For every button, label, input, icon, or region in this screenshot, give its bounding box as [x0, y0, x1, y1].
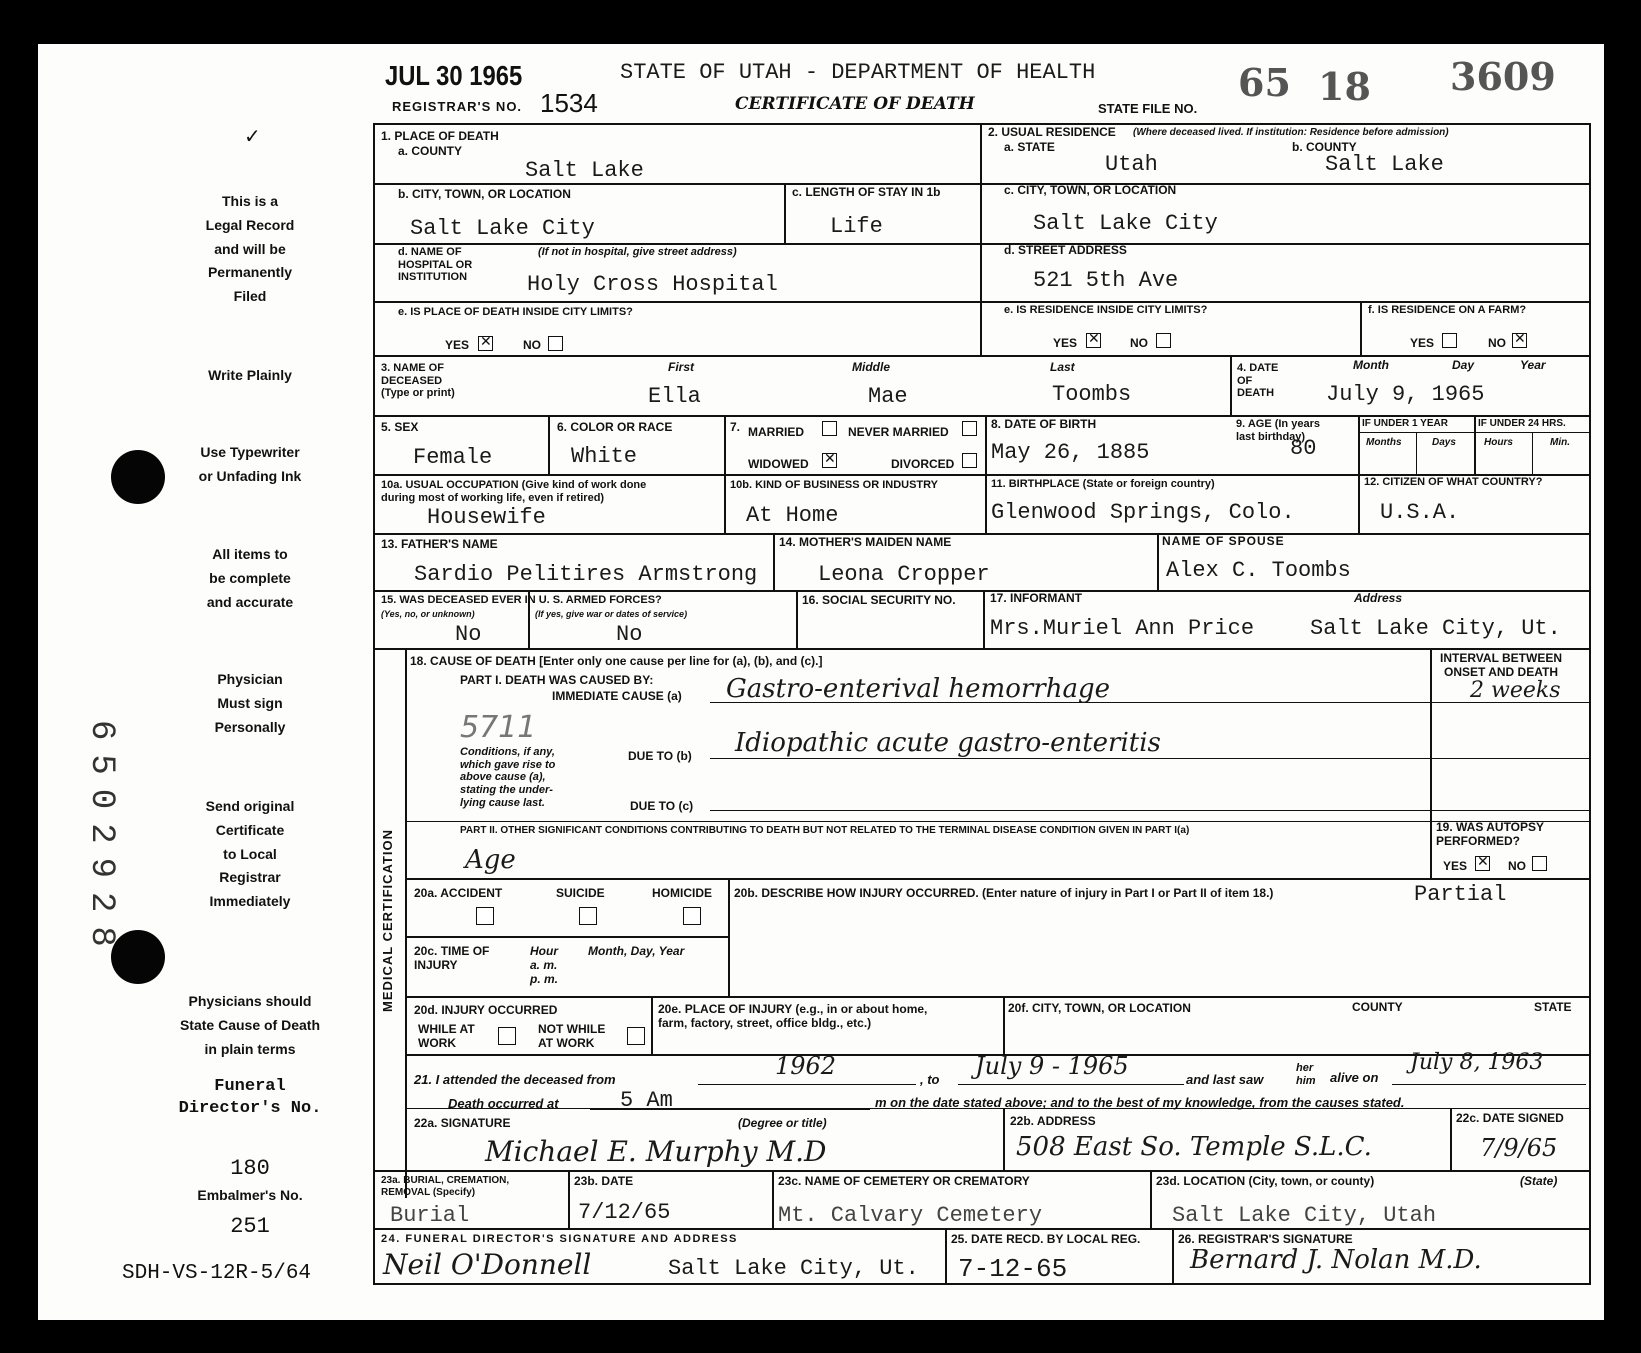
label-funeral-director: 24. FUNERAL DIRECTOR'S SIGNATURE AND ADDRESS [381, 1233, 738, 1245]
middle-name-value: Mae [868, 384, 908, 409]
yes-label: YES [1443, 859, 1468, 873]
label-mdy: Month, Day, Year [588, 944, 685, 958]
label-location: 23d. LOCATION (City, town, or county) [1156, 1174, 1375, 1188]
part2-value: Age [465, 845, 516, 875]
funeral-director-number: 180 [230, 1156, 270, 1181]
armed-value: No [455, 622, 482, 647]
citizen-value: U.S.A. [1380, 500, 1460, 525]
no-label: NO [1130, 336, 1148, 350]
label-state-paren: (State) [1520, 1174, 1558, 1188]
physician-note: Physician Must sign Personally [214, 671, 286, 735]
medical-certification-label: MEDICAL CERTIFICATION [380, 828, 395, 1012]
war-value: No [616, 622, 643, 647]
label-while-work: WHILE AT WORK [418, 1022, 475, 1050]
label-burial: 23a. BURIAL, CREMATION, REMOVAL (Specify) [381, 1175, 510, 1198]
burial-value: Burial [390, 1203, 470, 1228]
certificate-title: CERTIFICATE OF DEATH [735, 94, 975, 114]
label-to: , to [920, 1072, 940, 1087]
label-war-note: (If yes, give war or dates of service) [535, 609, 688, 619]
label-attended: 21. I attended the deceased from [414, 1072, 616, 1087]
label-name-deceased: 3. NAME OF DECEASED (Type or print) [381, 362, 455, 400]
label-hour: Hour a. m. p. m. [530, 944, 559, 986]
label-birthplace: 11. BIRTHPLACE (State or foreign country) [991, 478, 1215, 490]
accident-checkbox[interactable] [476, 907, 494, 925]
label-autopsy: 19. WAS AUTOPSY PERFORMED? [1436, 820, 1545, 848]
divorced-checkbox[interactable] [962, 453, 977, 468]
interval-value: 2 weeks [1470, 678, 1561, 703]
married-label: MARRIED [748, 425, 804, 439]
occupation-value: Housewife [427, 505, 546, 530]
label-last-saw: and last saw [1186, 1072, 1264, 1087]
physician-signature: Michael E. Murphy M.D [485, 1135, 827, 1168]
label-registrar-signature: 26. REGISTRAR'S SIGNATURE [1178, 1232, 1353, 1246]
label-spouse: NAME OF SPOUSE [1162, 534, 1285, 548]
no-label: NO [1488, 336, 1506, 350]
label-father: 13. FATHER'S NAME [381, 537, 498, 551]
label-place-injury: 20e. PLACE OF INJURY (e.g., in or about home, farm, factory, street, office bldg., etc.) [658, 1002, 928, 1030]
label-months: Months [1366, 437, 1402, 448]
file-number-a: 65 [1238, 60, 1291, 105]
write-plainly-note: Write Plainly [208, 367, 292, 383]
label-alive-on: alive on [1330, 1070, 1379, 1085]
never-married-label: NEVER MARRIED [848, 425, 949, 439]
label-ssn: 16. SOCIAL SECURITY NO. [802, 593, 956, 607]
label-due-b: DUE TO (b) [628, 749, 692, 763]
label-length-stay: c. LENGTH OF STAY IN 1b [792, 185, 941, 199]
label-place-of-death: 1. PLACE OF DEATH [381, 129, 499, 143]
label-business: 10b. KIND OF BUSINESS OR INDUSTRY [730, 479, 939, 491]
label-death-occurred: Death occurred at [448, 1096, 559, 1111]
married-checkbox[interactable] [822, 421, 837, 436]
farm-no-checkbox[interactable] [1512, 333, 1527, 348]
label-race: 6. COLOR OR RACE [557, 420, 673, 434]
inside-city-yes-checkbox[interactable] [478, 336, 493, 351]
label-cause-death: 18. CAUSE OF DEATH [Enter only one cause per line for (a), (b), and (c).] [410, 654, 823, 668]
disease-code: 5711 [460, 710, 537, 745]
label-injury-state: STATE [1534, 1000, 1572, 1014]
label-degree: (Degree or title) [738, 1116, 827, 1130]
label-marital: 7. [730, 420, 741, 434]
not-work-checkbox[interactable] [627, 1027, 645, 1045]
label-usual-residence: 2. USUAL RESIDENCE [988, 125, 1116, 139]
last-name-value: Toombs [1052, 382, 1132, 407]
form-number: SDH-VS-12R-5/64 [122, 1262, 312, 1285]
farm-yes-checkbox[interactable] [1442, 333, 1457, 348]
label-under-1: IF UNDER 1 YEAR [1362, 418, 1448, 429]
complete-note: All items to be complete and accurate [206, 546, 294, 610]
first-name-value: Ella [648, 384, 701, 409]
informant-address-value: Salt Lake City, Ut. [1310, 616, 1561, 641]
label-injury-occurred: 20d. INJURY OCCURRED [414, 1003, 558, 1017]
label-hospital-note: (If not in hospital, give street address) [538, 246, 737, 258]
label-stated: m on the date stated above; and to the best of my knowledge, from the causes stated. [875, 1095, 1405, 1110]
file-number-b: 18 [1318, 64, 1371, 109]
label-age: 9. AGE (In years last birthday) [1236, 418, 1320, 443]
alive-on-value: July 8, 1963 [1410, 1050, 1544, 1075]
business-value: At Home [746, 503, 839, 528]
label-armed-forces: 15. WAS DECEASED EVER IN U. S. ARMED FORCES? [381, 594, 662, 606]
label-farm: f. IS RESIDENCE ON A FARM? [1368, 304, 1527, 316]
widowed-label: WIDOWED [748, 457, 809, 471]
res-county-value: Salt Lake [1325, 152, 1444, 177]
never-married-checkbox[interactable] [962, 421, 977, 436]
label-mother: 14. MOTHER'S MAIDEN NAME [779, 535, 952, 549]
label-county: a. COUNTY [398, 144, 463, 158]
autopsy-no-checkbox[interactable] [1532, 856, 1547, 871]
autopsy-yes-checkbox[interactable] [1475, 856, 1490, 871]
death-city-value: Salt Lake City [410, 216, 595, 241]
label-street: d. STREET ADDRESS [1004, 243, 1127, 257]
label-injury-county: COUNTY [1352, 1000, 1403, 1014]
mother-value: Leona Cropper [818, 562, 990, 587]
label-date-death: 4. DATE OF DEATH [1237, 362, 1279, 400]
race-value: White [571, 444, 638, 469]
spouse-value: Alex C. Toombs [1166, 558, 1351, 583]
no-label: NO [523, 338, 541, 352]
embalmer-number: 251 [230, 1214, 270, 1239]
label-signature: 22a. SIGNATURE [414, 1116, 511, 1130]
label-inside-city: e. IS PLACE OF DEATH INSIDE CITY LIMITS? [398, 306, 633, 318]
yes-label: YES [445, 338, 470, 352]
label-part1: PART I. DEATH WAS CAUSED BY: [460, 673, 654, 687]
registrar-label: REGISTRAR'S NO. [392, 99, 523, 114]
label-residence-note: (Where deceased lived. If institution: Residence before admission) [1133, 127, 1449, 138]
funeral-director-signature: Neil O'Donnell [383, 1248, 592, 1281]
label-interval: INTERVAL BETWEEN ONSET AND DEATH [1440, 651, 1563, 679]
death-date-value: July 9, 1965 [1326, 382, 1485, 407]
state-file-label: STATE FILE NO. [1098, 101, 1198, 116]
label-due-c: DUE TO (c) [630, 799, 694, 813]
injury-how-value: Partial [1414, 882, 1507, 907]
divorced-label: DIVORCED [891, 457, 955, 471]
vertical-serial-number: 6502928 [82, 720, 120, 961]
hospital-value: Holy Cross Hospital [527, 272, 778, 297]
death-time-value: 5 Am [620, 1088, 673, 1113]
funeral-director-address: Salt Lake City, Ut. [668, 1256, 919, 1281]
cause-a-value: Gastro-enterival hemorrhage [726, 674, 1110, 704]
label-suicide: SUICIDE [556, 886, 605, 900]
label-informant-address: Address [1354, 591, 1403, 605]
registrar-signature: Bernard J. Nolan M.D. [1190, 1245, 1482, 1275]
label-burial-date: 23b. DATE [574, 1174, 634, 1188]
suicide-checkbox[interactable] [579, 907, 597, 925]
label-injury-how: 20b. DESCRIBE HOW INJURY OCCURRED. (Enter nature of injury in Part I or Part II of item 18.) [734, 886, 1274, 900]
date-signed-value: 7/9/65 [1480, 1134, 1558, 1162]
label-hours: Hours [1484, 437, 1513, 448]
typewriter-note: Use Typewriter or Unfading Ink [198, 444, 302, 484]
label-res-county: b. COUNTY [1292, 140, 1357, 154]
send-original-note: Send original Certificate to Local Registrar Immediately [205, 798, 295, 910]
label-not-work: NOT WHILE AT WORK [538, 1022, 606, 1050]
label-citizen: 12. CITIZEN OF WHAT COUNTRY? [1364, 476, 1543, 488]
yes-label: YES [1053, 336, 1078, 350]
label-homicide: HOMICIDE [652, 886, 712, 900]
embalmer-label: Embalmer's No. [197, 1187, 303, 1203]
registrar-number: 1534 [540, 88, 598, 118]
label-injury-city: 20f. CITY, TOWN, OR LOCATION [1008, 1001, 1191, 1015]
widowed-checkbox[interactable] [822, 453, 837, 468]
birthplace-value: Glenwood Springs, Colo. [991, 500, 1295, 525]
birth-value: May 26, 1885 [991, 440, 1150, 465]
label-res-inside-city: e. IS RESIDENCE INSIDE CITY LIMITS? [1004, 304, 1208, 316]
label-city-death: b. CITY, TOWN, OR LOCATION [398, 187, 571, 201]
res-state-value: Utah [1105, 152, 1158, 177]
label-sex: 5. SEX [381, 420, 419, 434]
label-last: Last [1050, 360, 1075, 374]
attended-from-value: 1962 [775, 1052, 837, 1080]
label-birth: 8. DATE OF BIRTH [991, 417, 1097, 431]
label-part2: PART II. OTHER SIGNIFICANT CONDITIONS CONTRIBUTING TO DEATH BUT NOT RELATED TO THE TERMINAL DISEASE CONDITION GIVEN IN PART I(a) [460, 825, 1190, 836]
label-hospital: d. NAME OF HOSPITAL OR INSTITUTION [398, 246, 473, 284]
state-title: STATE OF UTAH - DEPARTMENT OF HEALTH [620, 60, 1096, 85]
cause-plain-note: Physicians should State Cause of Death in plain terms [179, 993, 321, 1057]
label-immediate: IMMEDIATE CAUSE (a) [552, 689, 682, 703]
father-value: Sardio Pelitires Armstrong [414, 562, 758, 587]
yes-label: YES [1410, 336, 1435, 350]
file-number-c: 3609 [1450, 54, 1556, 99]
informant-value: Mrs.Muriel Ann Price [990, 616, 1255, 641]
label-under-24: IF UNDER 24 HRS. [1478, 418, 1566, 429]
while-work-checkbox[interactable] [498, 1027, 516, 1045]
label-her-him: her him [1296, 1062, 1316, 1087]
label-middle: Middle [852, 360, 890, 374]
label-res-state: a. STATE [1004, 140, 1055, 154]
label-year: Year [1520, 358, 1546, 372]
burial-date-value: 7/12/65 [578, 1200, 671, 1225]
cause-b-value: Idiopathic acute gastro-enteritis [735, 728, 1161, 758]
label-conditions: Conditions, if any, which gave rise to above cause (a), stating the under- lying cause last. [460, 746, 556, 809]
age-value: 80 [1290, 436, 1317, 461]
cemetery-value: Mt. Calvary Cemetery [778, 1203, 1043, 1228]
label-occupation: 10a. USUAL OCCUPATION (Give kind of work done during most of working life, even if retired) [381, 479, 647, 504]
street-value: 521 5th Ave [1033, 268, 1179, 293]
res-inside-yes-checkbox[interactable] [1086, 333, 1101, 348]
physician-address-value: 508 East So. Temple S.L.C. [1016, 1132, 1372, 1162]
sex-value: Female [413, 445, 493, 470]
label-date-signed: 22c. DATE SIGNED [1456, 1111, 1564, 1125]
location-value: Salt Lake City, Utah [1172, 1203, 1437, 1228]
label-date-recd: 25. DATE RECD. BY LOCAL REG. [951, 1232, 1141, 1246]
no-label: NO [1508, 859, 1526, 873]
label-phys-address: 22b. ADDRESS [1010, 1114, 1096, 1128]
res-inside-no-checkbox[interactable] [1156, 333, 1171, 348]
label-cemetery: 23c. NAME OF CEMETERY OR CREMATORY [778, 1174, 1030, 1188]
death-county-value: Salt Lake [525, 158, 644, 183]
length-stay-value: Life [830, 214, 883, 239]
label-month: Month [1353, 358, 1389, 372]
homicide-checkbox[interactable] [683, 907, 701, 925]
label-informant: 17. INFORMANT [990, 591, 1083, 605]
attended-to-value: July 9 - 1965 [975, 1052, 1129, 1080]
label-res-city: c. CITY, TOWN, OR LOCATION [1004, 183, 1177, 197]
label-min: Min. [1550, 437, 1570, 448]
inside-city-no-checkbox[interactable] [548, 336, 563, 351]
funeral-director-label: Funeral Director's No. [178, 1077, 322, 1119]
date-stamp: JUL 30 1965 [385, 60, 523, 91]
date-recd-value: 7-12-65 [958, 1254, 1068, 1284]
label-time-injury: 20c. TIME OF INJURY [414, 944, 490, 972]
label-days: Days [1432, 437, 1456, 448]
check-mark: ✓ [244, 126, 261, 148]
label-accident: 20a. ACCIDENT [414, 886, 503, 900]
legal-record-note: This is a Legal Record and will be Permanently Filed [205, 193, 295, 305]
label-armed-note: (Yes, no, or unknown) [381, 609, 475, 619]
res-city-value: Salt Lake City [1033, 211, 1218, 236]
label-first: First [668, 360, 695, 374]
label-day: Day [1452, 358, 1475, 372]
